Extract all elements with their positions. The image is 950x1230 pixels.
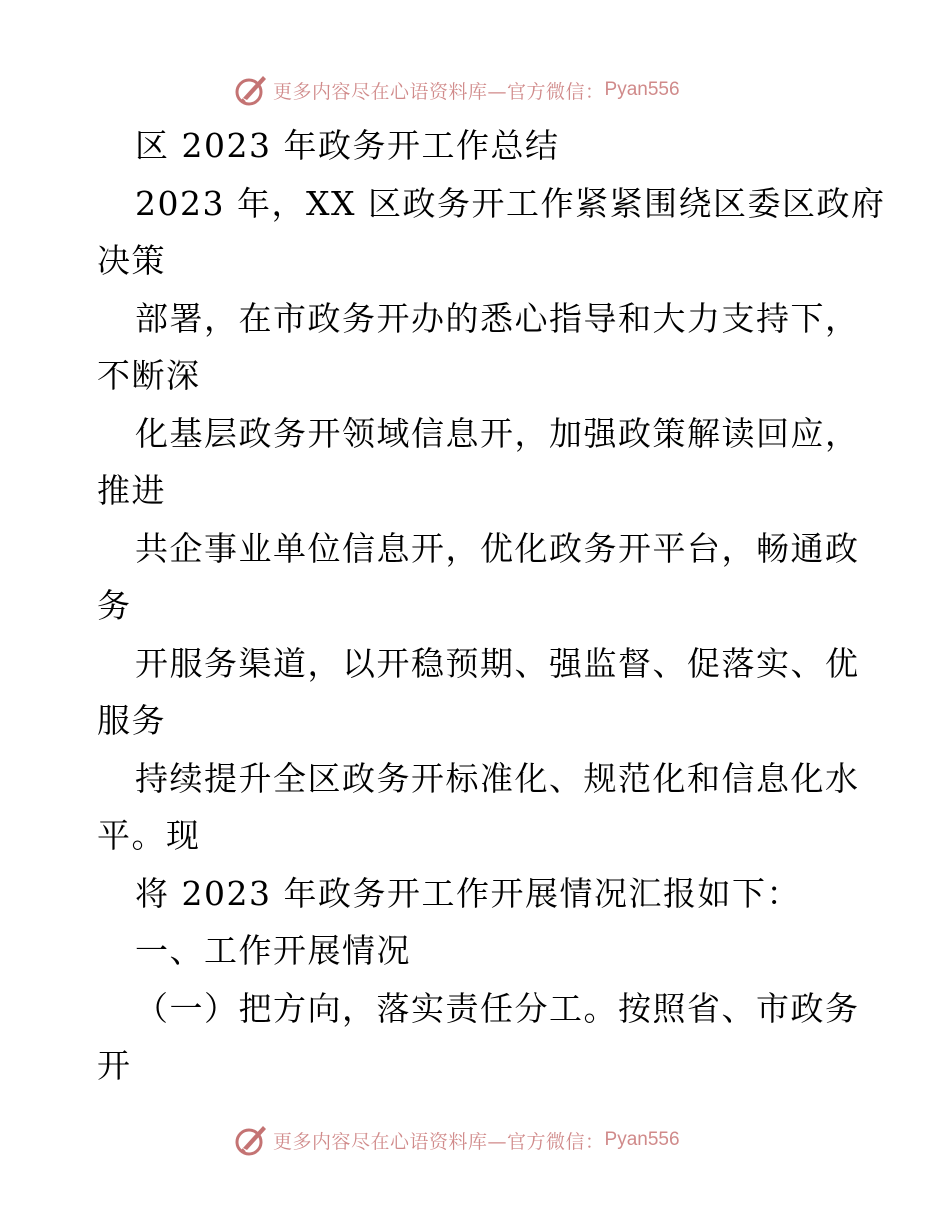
watermark-id: Pyan556 <box>604 1129 680 1150</box>
text-line: 务 <box>97 586 132 625</box>
watermark-banner-bottom <box>233 1120 753 1160</box>
quill-logo-icon <box>233 1122 269 1158</box>
text-line: 部署，在市政务开办的悉心指导和大力支持下， <box>135 298 860 338</box>
text-line: 决策 <box>97 241 166 280</box>
watermark-banner-top <box>233 70 753 110</box>
document-title: 区 2023 年政务开工作总结 <box>135 126 560 165</box>
document-body <box>97 117 886 1095</box>
text-line: 将 2023 年政务开工作开展情况汇报如下： <box>135 873 801 913</box>
text-line: 不断深 <box>97 356 201 395</box>
text-line: 2023 年，XX 区政务开工作紧紧围绕区委区政府 <box>135 183 886 223</box>
text-line: 平。现 <box>97 816 201 855</box>
text-line: 共企事业单位信息开，优化政务开平台，畅通政 <box>135 528 860 568</box>
text-line: 推进 <box>97 471 166 510</box>
text-line: 化基层政务开领域信息开，加强政策解读回应， <box>135 413 860 453</box>
quill-logo-icon <box>233 72 269 108</box>
text-line: 开 <box>97 1046 132 1085</box>
watermark-id: Pyan556 <box>604 79 680 100</box>
text-line: 服务 <box>97 701 166 740</box>
watermark-text: 更多内容尽在心语资料库—官方微信： <box>273 1130 605 1153</box>
section-heading: 一、工作开展情况 <box>135 931 411 970</box>
watermark-text: 更多内容尽在心语资料库—官方微信： <box>273 80 605 103</box>
subsection-heading: （一）把方向，落实责任分工。按照省、市政务 <box>135 988 860 1028</box>
text-line: 开服务渠道，以开稳预期、强监督、促落实、优 <box>135 643 860 683</box>
text-line: 持续提升全区政务开标准化、规范化和信息化水 <box>135 758 860 798</box>
